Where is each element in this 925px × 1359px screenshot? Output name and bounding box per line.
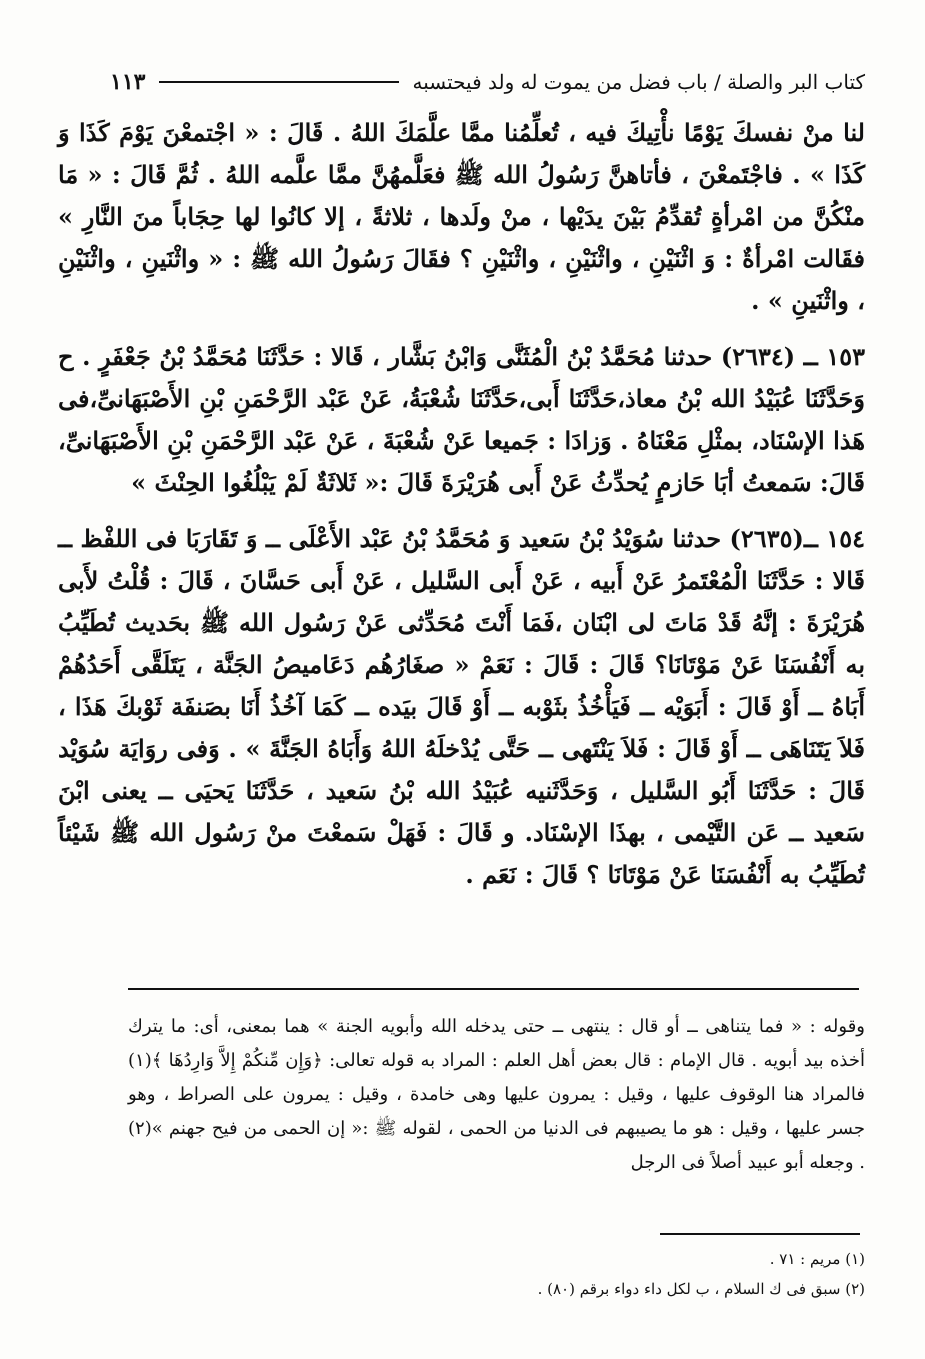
paragraph: لنا منْ نفسكَ يَوْمًا نأْتِيكَ فيه ، تُعلِّمُنا ممَّا علَّمَكَ اللهُ . قَالَ : « اجْتمعْنَ يَوْمَ كَذَا وَ كَذَا » . فاجْتَمعْنَ ، فأتاهنَّ رَسُولُ الله ﷺ فعَلَّمهُنَّ ممَّا علَّمه اللهُ . ثُمَّ قَالَ : « مَا منْكُنَّ من امْرأةٍ تُقدِّمُ بَيْنَ يدَيْها ، منْ ولَدها ، ثلاثةً ، إلا كانُوا لها حِجَاباً منَ النَّارِ » فقَالت امْرأةٌ : وَ اثْنَيْنِ ، واثْنَيْنِ ، واثْنَيْنِ ؟ فقَالَ رَسُولُ الله ﷺ : « واثْنَينِ ، واثْنَيْنِ ، واثْنَينِ » . (58, 118, 865, 315)
footnotes (420, 1244, 865, 1304)
page-number: ١١٣ (110, 69, 146, 95)
footnote: (٢) سبق فى ك السلام ، ب لكل داء دواء برقم (٨٠) . (537, 1280, 865, 1298)
running-header (110, 62, 865, 102)
header-rule (159, 81, 398, 83)
chapter-title: كتاب البر والصلة / باب فضل من يموت له ولد فيحتسبه (412, 70, 865, 94)
footnote: (١) مريم : ٧١ . (769, 1250, 865, 1268)
paragraph: ١٥٣ ــ (٢٦٣٤) حدثنا مُحَمَّدُ بْنُ الْمُثَنَّى وَابْنُ بَشَّار ، قَالا : حَدَّثَنَا مُحَمَّدُ بْنُ جَعْفَرٍ . ح وَحَدَّثَنَا عُبَيْدُ الله بْنُ معاذ،حَدَّثَنَا أَبى،حَدَّثَنَا شُعْبَةُ، عَنْ عَبْد الرَّحْمَنِ بْنِ الأَصْبَهَانىِّ،فى هَذا الإسْنَاد، بمثْلِ مَعْنَاهُ . وَزادَا : جَميعا عَنْ شُعْبَةَ ، عَنْ عَبْد الرَّحْمَنِ بْنِ الأَصْبَهَانىِّ، قَالَ: سَمعتُ أبَا حَازمٍ يُحدِّثُ عَنْ أَبى هُرَيْرَةَ قَالَ :« ثَلاثَةٌ لَمْ يَبْلُغُوا الحِنْثَ » (58, 342, 865, 497)
commentary-paragraph: وقوله : « فما يتناهى ــ أو قال : ينتهى ــ حتى يدخله الله وأبويه الجنة » هما بمعنى، أى: ما يترك أخذه بيد أبويه . قال الإمام : قال بعض أهل العلم : المراد به قوله تعالى: ﴿وَإِن مِّنكُمْ إِلاَّ وَارِدُهَا ﴾(١) فالمراد هنا الوقوف عليها ، وقيل : يمرون عليها وهى خامدة ، وقيل : يمرون على الصراط ، وهو جسر عليها ، وقيل : هو ما يصيبهم فى الدنيا من الحمى ، لقوله ﷺ :« إن الحمى من فيح جهنم »(٢) . وجعله أبو عبيد أصلاً فى الرجل (128, 1016, 865, 1173)
section-divider (128, 988, 859, 990)
footnote-rule (660, 1233, 860, 1235)
commentary (128, 1010, 865, 1180)
paragraph: ١٥٤ ــ(٢٦٣٥) حدثنا سُوَيْدُ بْنُ سَعيد وَ مُحَمَّدُ بْنُ عَبْد الأَعْلَى ــ وَ تَقَارَبَا فى اللفْظ ــ قَالا : حَدَّثَنَا الْمُعْتَمرُ عَنْ أَبيه ، عَنْ أَبى السَّليل ، عَنْ أَبى حَسَّانَ ، قَالَ : قُلْتُ لأَبى هُرَيْرَةَ : إنَّهُ قَدْ مَاتَ لى ابْنَان ،فَمَا أَنْتَ مُحَدِّثى عَنْ رَسُول الله ﷺ بحَديث تُطَيِّبُ به أَنْفُسَنَا عَنْ مَوْتَانَا؟ قَالَ : قَالَ : نَعَمْ « صغَارُهُم دَعَاميصُ الجَنَّة ، يَتَلَقَّى أَحَدُهُمْ أَبَاهُ ــ أَوْ قَالَ : أَبَوَيْه ــ فَيَأْخُذُ بثَوْبه ــ أَوْ قَالَ بيَده ــ كَمَا آخُذُ أَنَا بصَنفَة ثَوْبكَ هَذَا ، فَلاَ يَتَنَاهَى ــ أَوْ قَالَ : فَلاَ يَنْتَهى ــ حَتَّى يُدْخلَهُ اللهُ وَأَبَاهُ الجَنَّةَ » . وَفى روَايَة سُوَيْد قَالَ : حَدَّثَنَا أَبُو السَّليل ، وَحَدَّثَنيه عُبَيْدُ الله بْنُ سَعيد ، حَدَّثَنَا يَحيَى ــ يعنى ابْنَ سَعيد ــ عَن التَّيْمى ، بهذَا الإسْنَاد. و قَالَ : فَهَلْ سَمعْتَ منْ رَسُول الله ﷺ شَيْئاً تُطَيِّبُ به أَنْفُسَنَا عَنْ مَوْتَانَا ؟ قَالَ : نَعَم . (58, 524, 866, 889)
hadith-text (58, 112, 865, 896)
